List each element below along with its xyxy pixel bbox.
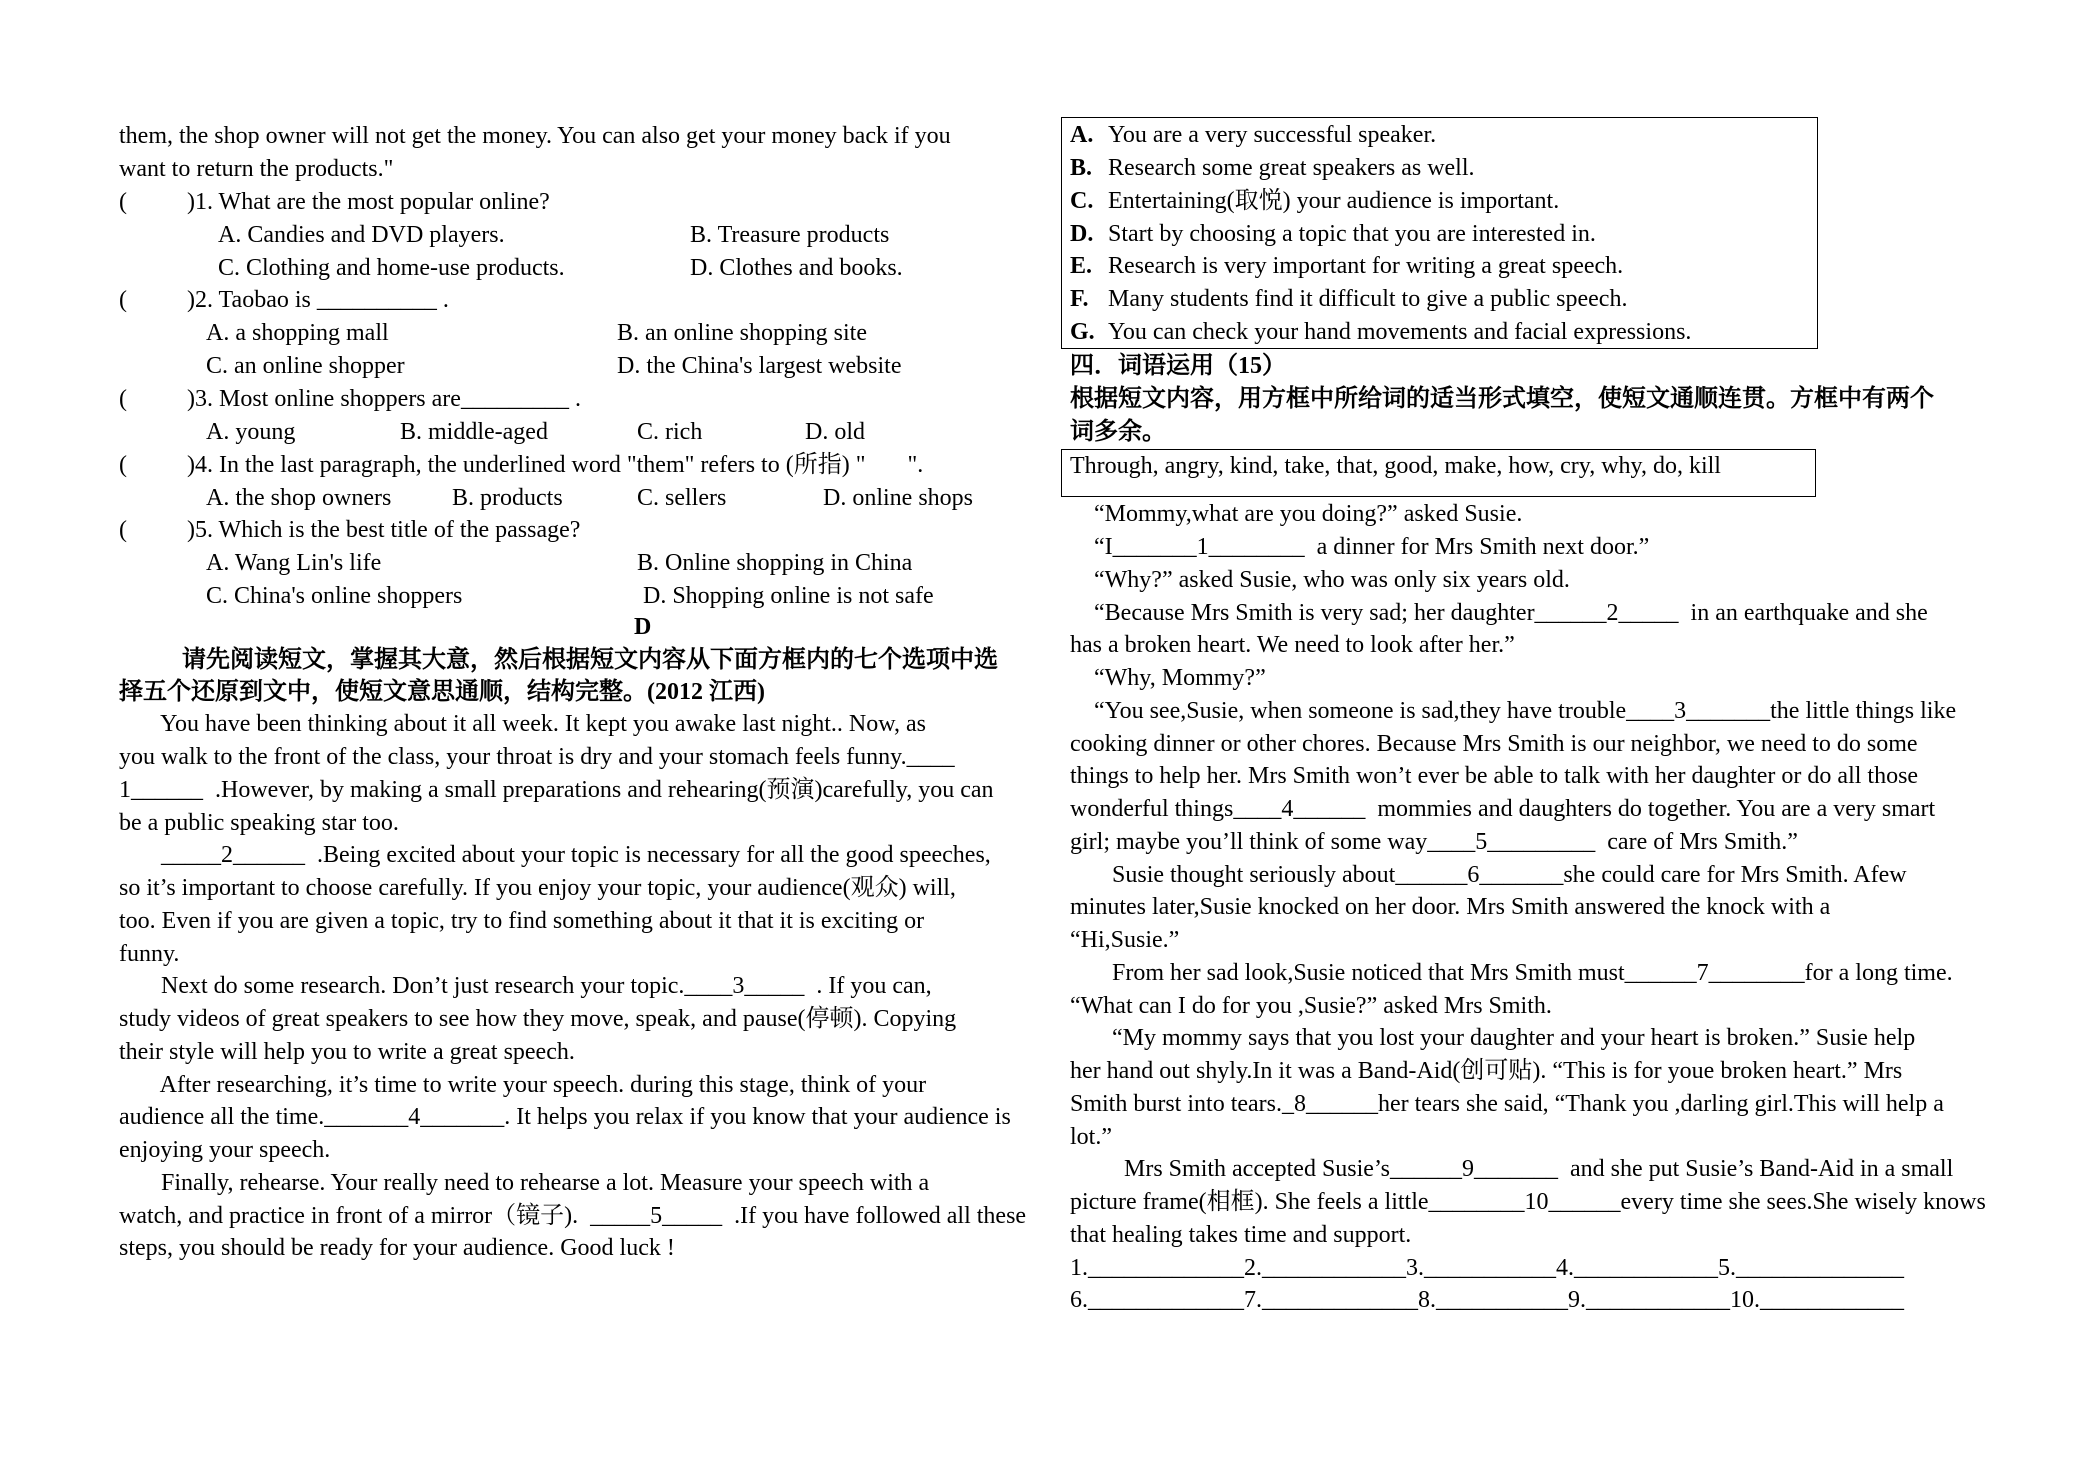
question-3-option-c: C. rich — [637, 419, 703, 445]
word-bank-text: Through, angry, kind, take, that, good, make, how, cry, why, do, kill — [1070, 453, 1721, 479]
passage-line: things to help her. Mrs Smith won’t ever be able to talk with her daughter or do all those — [1070, 763, 1919, 789]
option-letter: E. — [1070, 253, 1093, 279]
option-text: Entertaining(取悦) your audience is important. — [1108, 188, 1560, 214]
passage-line: “Hi,Susie.” — [1070, 927, 1180, 953]
question-3-option-b: B. middle-aged — [400, 419, 548, 445]
option-text: Research some great speakers as well. — [1108, 155, 1475, 181]
question-5-option-b: B. Online shopping in China — [637, 550, 913, 576]
option-text: Research is very important for writing a great speech. — [1108, 253, 1624, 279]
passage-line: Next do some research. Don’t just research your topic.____3_____ . If you can, — [119, 973, 932, 999]
question-4-option-b: B. products — [452, 485, 563, 511]
passage-line: their style will help you to write a great speech. — [119, 1039, 575, 1065]
passage-line: Smith burst into tears._8______her tears she said, “Thank you ,darling girl.This will help a — [1070, 1091, 1944, 1117]
question-4-stem: ( )4. In the last paragraph, the underlined word "them" refers to (所指) " ". — [119, 452, 924, 478]
section-d-letter: D — [634, 614, 652, 640]
section-d-instruction-2: 择五个还原到文中，使短文意思通顺，结构完整。(2012 江西) — [119, 679, 765, 705]
question-5-option-d: D. Shopping online is not safe — [643, 583, 934, 609]
passage-line: girl; maybe you’ll think of some way____5_________ care of Mrs Smith.” — [1070, 829, 1798, 855]
question-5-stem: ( )5. Which is the best title of the passage? — [119, 517, 581, 543]
passage-line: “I_______1________ a dinner for Mrs Smith next door.” — [1070, 534, 1650, 560]
option-text: Many students find it difficult to give a public speech. — [1108, 286, 1628, 312]
passage-line: minutes later,Susie knocked on her door. Mrs Smith answered the knock with a — [1070, 894, 1831, 920]
question-3-option-a: A. young — [206, 419, 296, 445]
question-2-option-a: A. a shopping mall — [206, 320, 389, 346]
question-3-option-d: D. old — [805, 419, 865, 445]
passage-line: her hand out shyly.In it was a Band-Aid(创可贴). “This is for youe broken heart.” Mrs — [1070, 1058, 1903, 1084]
question-2-option-c: C. an online shopper — [206, 353, 405, 379]
passage-c-ending-line-1: them, the shop owner will not get the money. You can also get your money back if you — [119, 123, 951, 149]
question-5-option-a: A. Wang Lin's life — [206, 550, 382, 576]
question-2-option-b: B. an online shopping site — [617, 320, 867, 346]
passage-line: that healing takes time and support. — [1070, 1222, 1412, 1248]
passage-line: 1______ .However, by making a small preparations and rehearing(预演)carefully, you can — [119, 777, 994, 803]
passage-line: audience all the time._______4_______. It helps you relax if you know that your audience is — [119, 1104, 1011, 1130]
option-letter: B. — [1070, 155, 1093, 181]
section-d-instruction-1: 请先阅读短文，掌握其大意，然后根据短文内容从下面方框内的七个选项中选 — [182, 647, 998, 673]
passage-line: “Mommy,what are you doing?” asked Susie. — [1070, 501, 1523, 527]
passage-c-ending-line-2: want to return the products." — [119, 156, 394, 182]
answer-line-6-10: 6._____________7._____________8.___________9.____________10.____________ — [1070, 1287, 1904, 1313]
question-1-option-b: B. Treasure products — [690, 222, 890, 248]
question-4-option-c: C. sellers — [637, 485, 727, 511]
passage-line: be a public speaking star too. — [119, 810, 399, 836]
passage-line: “You see,Susie, when someone is sad,they have trouble____3_______the little things like — [1070, 698, 1957, 724]
option-a — [1070, 120, 1436, 150]
option-text: You are a very successful speaker. — [1108, 122, 1437, 148]
option-b — [1070, 153, 1475, 183]
question-5-option-c: C. China's online shoppers — [206, 583, 463, 609]
passage-line: Mrs Smith accepted Susie’s______9_______ and she put Susie’s Band-Aid in a small — [1070, 1156, 1954, 1182]
passage-line: enjoying your speech. — [119, 1137, 331, 1163]
question-1-option-c: C. Clothing and home-use products. — [218, 255, 565, 281]
passage-line: funny. — [119, 941, 180, 967]
passage-line: From her sad look,Susie noticed that Mrs Smith must______7________for a long time. — [1070, 960, 1953, 986]
question-1-stem: ( )1. What are the most popular online? — [119, 189, 550, 215]
option-g — [1070, 317, 1691, 347]
passage-line: “My mommy says that you lost your daughter and your heart is broken.” Susie help — [1070, 1025, 1916, 1051]
question-4-option-a: A. the shop owners — [206, 485, 392, 511]
passage-line: watch, and practice in front of a mirror（镜子). _____5_____ .If you have followed all these — [119, 1203, 1027, 1229]
passage-line: wonderful things____4______ mommies and daughters do together. You are a very smart — [1070, 796, 1936, 822]
section-4-instruction-2: 词多余。 — [1070, 419, 1166, 445]
answer-line-1-5: 1._____________2.____________3.___________4.____________5.______________ — [1070, 1255, 1904, 1281]
passage-line: so it’s important to choose carefully. If you enjoy your topic, your audience(观众) will, — [119, 875, 956, 901]
option-e — [1070, 251, 1623, 281]
passage-line: You have been thinking about it all week. It kept you awake last night.. Now, as — [119, 711, 926, 737]
option-letter: C. — [1070, 188, 1094, 214]
option-d — [1070, 219, 1596, 249]
passage-line: “Because Mrs Smith is very sad; her daughter______2_____ in an earthquake and she — [1070, 600, 1928, 626]
passage-line: has a broken heart. We need to look after her.” — [1070, 632, 1515, 658]
passage-line: lot.” — [1070, 1124, 1112, 1150]
passage-line: _____2______ .Being excited about your topic is necessary for all the good speeches, — [119, 842, 991, 868]
question-2-stem: ( )2. Taobao is __________ . — [119, 287, 449, 313]
passage-line: “What can I do for you ,Susie?” asked Mrs Smith. — [1070, 993, 1552, 1019]
section-4-instruction-1: 根据短文内容，用方框中所给词的适当形式填空，使短文通顺连贯。方框中有两个 — [1070, 386, 1934, 412]
passage-line: Finally, rehearse. Your really need to rehearse a lot. Measure your speech with a — [119, 1170, 930, 1196]
passage-line: picture frame(相框). She feels a little________10______every time she sees.She wisely knows — [1070, 1189, 1986, 1215]
question-3-stem: ( )3. Most online shoppers are_________ . — [119, 386, 581, 412]
passage-line: “Why, Mommy?” — [1070, 665, 1266, 691]
passage-line: too. Even if you are given a topic, try to find something about it that it is exciting or — [119, 908, 925, 934]
option-letter: D. — [1070, 221, 1094, 247]
passage-line: Susie thought seriously about______6_______she could care for Mrs Smith. Afew — [1070, 862, 1907, 888]
passage-line: study videos of great speakers to see how they move, speak, and pause(停顿). Copying — [119, 1006, 957, 1032]
passage-line: you walk to the front of the class, your throat is dry and your stomach feels funny.____ — [119, 744, 955, 770]
option-letter: F. — [1070, 286, 1089, 312]
question-4-option-d: D. online shops — [823, 485, 973, 511]
option-letter: G. — [1070, 319, 1095, 345]
section-4-title: 四．词语运用（15） — [1070, 353, 1286, 379]
question-1-option-d: D. Clothes and books. — [690, 255, 903, 281]
passage-line: cooking dinner or other chores. Because Mrs Smith is our neighbor, we need to do some — [1070, 731, 1918, 757]
option-text: You can check your hand movements and facial expressions. — [1108, 319, 1692, 345]
option-c — [1070, 186, 1559, 216]
passage-line: “Why?” asked Susie, who was only six years old. — [1070, 567, 1570, 593]
option-f — [1070, 284, 1627, 314]
passage-line: steps, you should be ready for your audience. Good luck ! — [119, 1235, 675, 1261]
question-1-option-a: A. Candies and DVD players. — [218, 222, 505, 248]
option-text: Start by choosing a topic that you are interested in. — [1108, 221, 1596, 247]
option-letter: A. — [1070, 122, 1094, 148]
question-2-option-d: D. the China's largest website — [617, 353, 902, 379]
passage-line: After researching, it’s time to write your speech. during this stage, think of your — [119, 1072, 927, 1098]
